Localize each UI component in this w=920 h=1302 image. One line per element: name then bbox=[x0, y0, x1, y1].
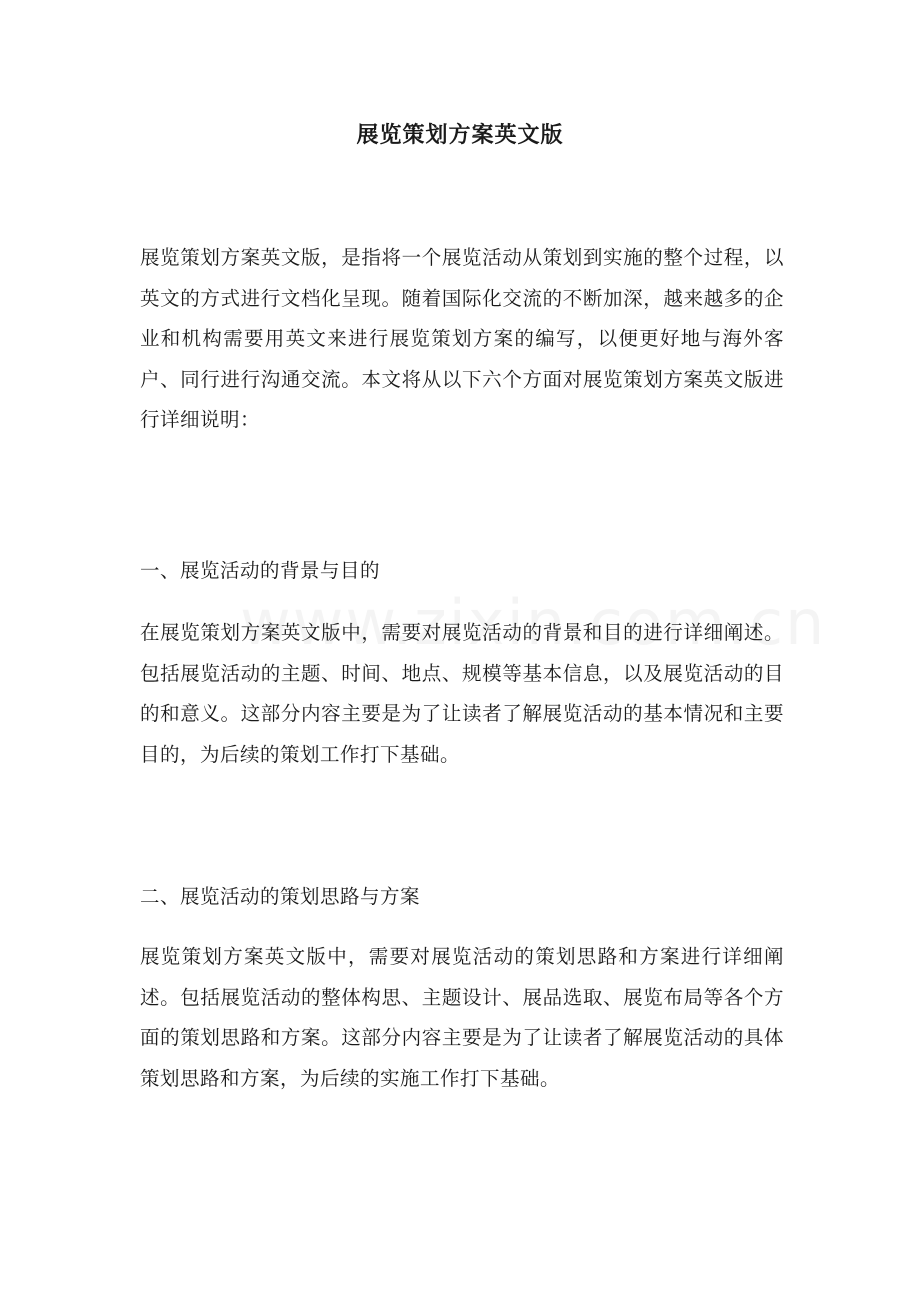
section-heading-1: 一、展览活动的背景与目的 bbox=[140, 559, 381, 582]
document-title: 展览策划方案英文版 bbox=[356, 122, 564, 148]
intro-paragraph: 展览策划方案英文版，是指将一个展览活动从策划到实施的整个过程，以英文的方式进行文档化呈现。随着国际化交流的不断加深，越来越多的企业和机构需要用英文来进行展览策划方案的编写，以便更好地与海外客户、同行进行沟通交流。本文将从以下六个方面对展览策划方案英文版进行详细说明： bbox=[140, 246, 784, 431]
section-body-1: 在展览策划方案英文版中，需要对展览活动的背景和目的进行详细阐述。包括展览活动的主题、时间、地点、规模等基本信息，以及展览活动的目的和意义。这部分内容主要是为了让读者了解展览活动的基本情况和主要目的，为后续的策划工作打下基础。 bbox=[140, 621, 784, 766]
section-heading-2: 二、展览活动的策划思路与方案 bbox=[140, 885, 421, 908]
section-body-2: 展览策划方案英文版中，需要对展览活动的策划思路和方案进行详细阐述。包括展览活动的整体构思、主题设计、展品选取、展览布局等各个方面的策划思路和方案。这部分内容主要是为了让读者了解展览活动的具体策划思路和方案，为后续的实施工作打下基础。 bbox=[140, 945, 784, 1090]
